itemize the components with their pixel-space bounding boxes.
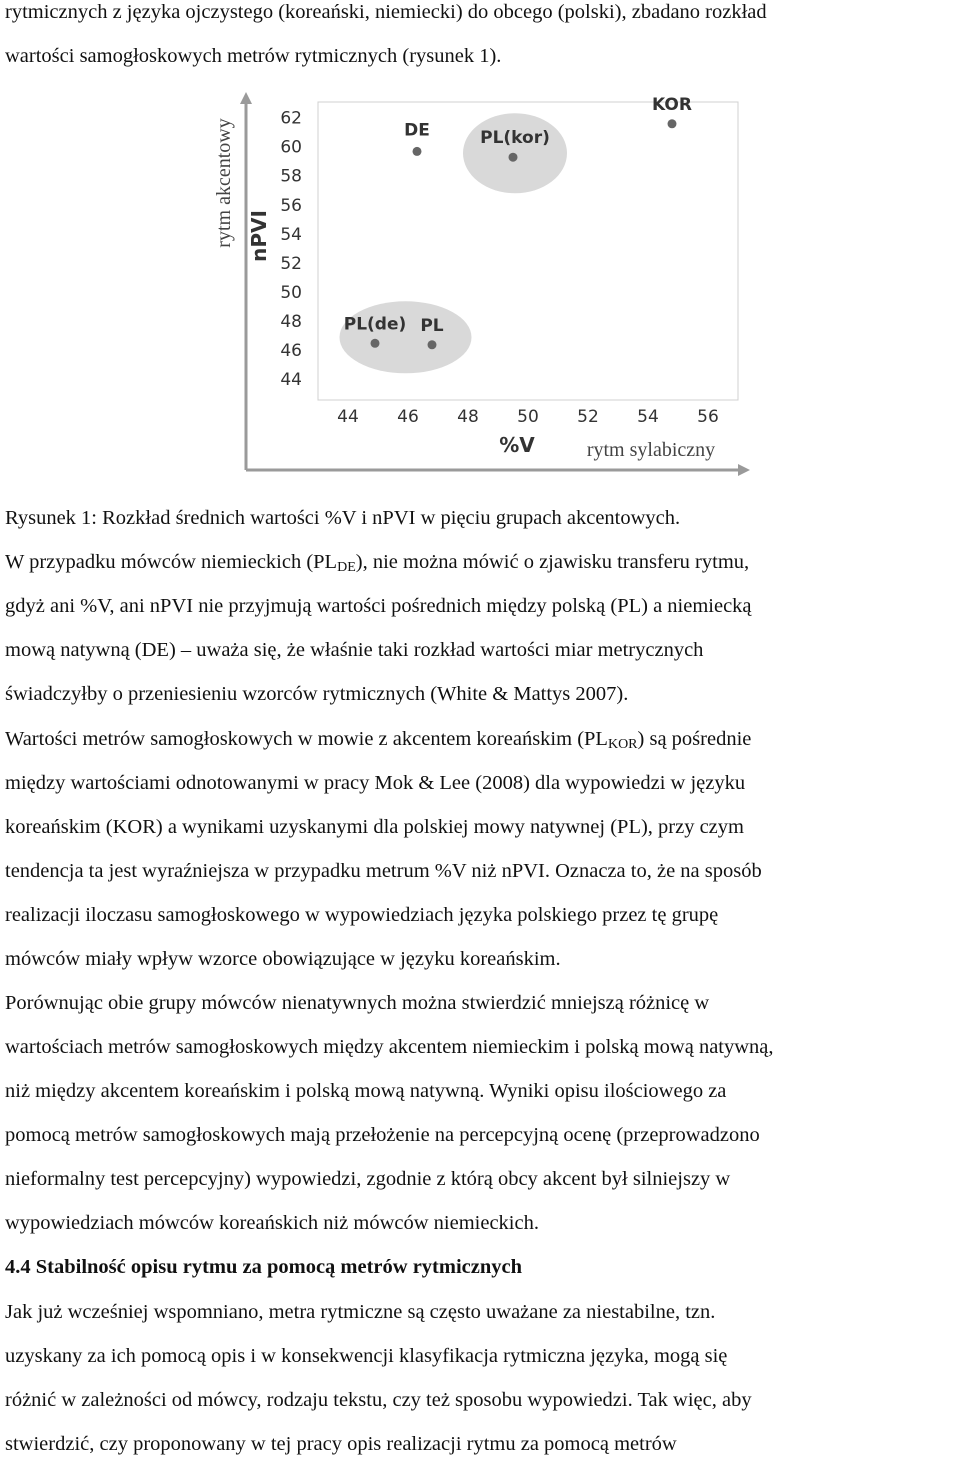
text-line: koreańskim (KOR) a wynikami uzyskanymi dla polskiej mowy natywnej (PL), przy czym — [5, 816, 744, 838]
y-tick-label: 60 — [280, 137, 302, 158]
x-axis-label: %V — [499, 433, 535, 457]
x-axis-arrowhead — [738, 464, 750, 476]
x-tick-label: 44 — [337, 407, 359, 427]
group-highlight — [340, 301, 472, 373]
text-line: uzyskany za ich pomocą opis i w konsekwencji klasyfikacja rytmiczna języka, mogą się — [5, 1345, 728, 1367]
x-axis-annotation: rytm sylabiczny — [586, 439, 716, 461]
data-point — [428, 340, 437, 349]
text-line: świadczyłby o przeniesieniu wzorców rytmicznych (White & Mattys 2007). — [5, 683, 629, 705]
x-tick-label: 50 — [517, 407, 539, 427]
text-line: stwierdzić, czy proponowany w tej pracy opis realizacji rytmu za pomocą metrów — [5, 1433, 677, 1455]
y-tick-label: 62 — [280, 108, 302, 129]
text-line: W przypadku mówców niemieckich $(PL_{DE})$, nie można mówić o zjawisku transferu rytmu, — [5, 551, 750, 575]
point-label: PL(kor) — [480, 128, 550, 149]
text-line: mówców miały wpływ wzorce obowiązujące w języku koreańskim. — [5, 948, 561, 970]
text-line: gdyż ani %V, ani nPVI nie przyjmują wartości pośrednich między polską (PL) a niemiecką — [5, 595, 752, 617]
text-line: mową natywną (DE) – uważa się, że właśnie taki rozkład wartości miar metrycznych — [5, 639, 704, 661]
x-tick-label: 46 — [397, 407, 419, 427]
data-point — [371, 339, 380, 348]
y-tick-label: 50 — [280, 282, 302, 303]
text-line: rytmicznych z języka ojczystego (koreański, niemiecki) do obcego (polski), zbadano rozkład — [5, 1, 767, 23]
y-tick-label: 52 — [280, 253, 302, 274]
y-tick-label: 56 — [280, 195, 302, 216]
text-line: pomocą metrów samogłoskowych mają przełożenie na percepcyjną ocenę (przeprowadzono — [5, 1124, 760, 1146]
text-line: Jak już wcześniej wspomniano, metra rytmiczne są często uważane za niestabilne, tzn. — [5, 1301, 716, 1323]
y-tick-label: 46 — [280, 341, 302, 362]
point-label: PL — [420, 315, 444, 336]
data-point — [668, 119, 677, 128]
x-tick-label: 52 — [577, 407, 599, 427]
x-tick-label: 56 — [697, 407, 719, 427]
y-tick-label: 44 — [280, 370, 302, 391]
text-line: nieformalny test percepcyjny) wypowiedzi, zgodnie z którą obcy akcent był silniejszy w — [5, 1168, 731, 1190]
text-line: wartości samogłoskowych metrów rytmicznych (rysunek 1). — [5, 45, 502, 67]
y-tick-label: 58 — [280, 166, 302, 187]
data-point — [509, 153, 518, 162]
y-axis-label: nPVI — [247, 210, 271, 262]
data-point — [413, 147, 422, 156]
text-line: między wartościami odnotowanymi w pracy Mok & Lee (2008) dla wypowiedzi w języku — [5, 772, 746, 794]
x-tick-label: 54 — [637, 407, 659, 427]
text-line: różnić w zależności od mówcy, rodzaju tekstu, czy też sposobu wypowiedzi. Tak więc, aby — [5, 1389, 752, 1411]
text-line: Porównując obie grupy mówców nienatywnych można stwierdzić mniejszą różnicę w — [5, 992, 710, 1014]
text-line: niż między akcentem koreańskim i polską mową natywną. Wyniki opisu ilościowego za — [5, 1080, 727, 1102]
y-tick-label: 48 — [280, 312, 302, 333]
y-tick-label: 54 — [280, 224, 302, 245]
y-axis-arrowhead — [240, 92, 252, 104]
scatter-figure — [0, 88, 960, 488]
y-axis-annotation: rytm akcentowy — [213, 118, 235, 248]
point-label: PL(de) — [343, 314, 407, 335]
x-tick-label: 48 — [457, 407, 479, 427]
text-line: Wartości metrów samogłoskowych w mowie z akcentem koreańskim $(PL_{KOR})$ są pośrednie — [5, 728, 752, 752]
point-label: KOR — [652, 94, 692, 115]
point-label: DE — [404, 120, 430, 141]
text-line: wypowiedziach mówców koreańskich niż mówców niemieckich. — [5, 1212, 539, 1234]
text-line: tendencja ta jest wyraźniejsza w przypadku metrum %V niż nPVI. Oznacza to, że na sposób — [5, 860, 762, 882]
section-heading: 4.4 Stabilność opisu rytmu za pomocą metrów rytmicznych — [5, 1256, 523, 1278]
figure-caption: Rysunek 1: Rozkład średnich wartości %V i nPVI w pięciu grupach akcentowych. — [5, 507, 681, 529]
text-line: wartościach metrów samogłoskowych między akcentem niemieckim i polską mową natywną, — [5, 1036, 774, 1058]
text-line: realizacji iloczasu samogłoskowego w wypowiedziach języka polskiego przez tę grupę — [5, 904, 719, 926]
